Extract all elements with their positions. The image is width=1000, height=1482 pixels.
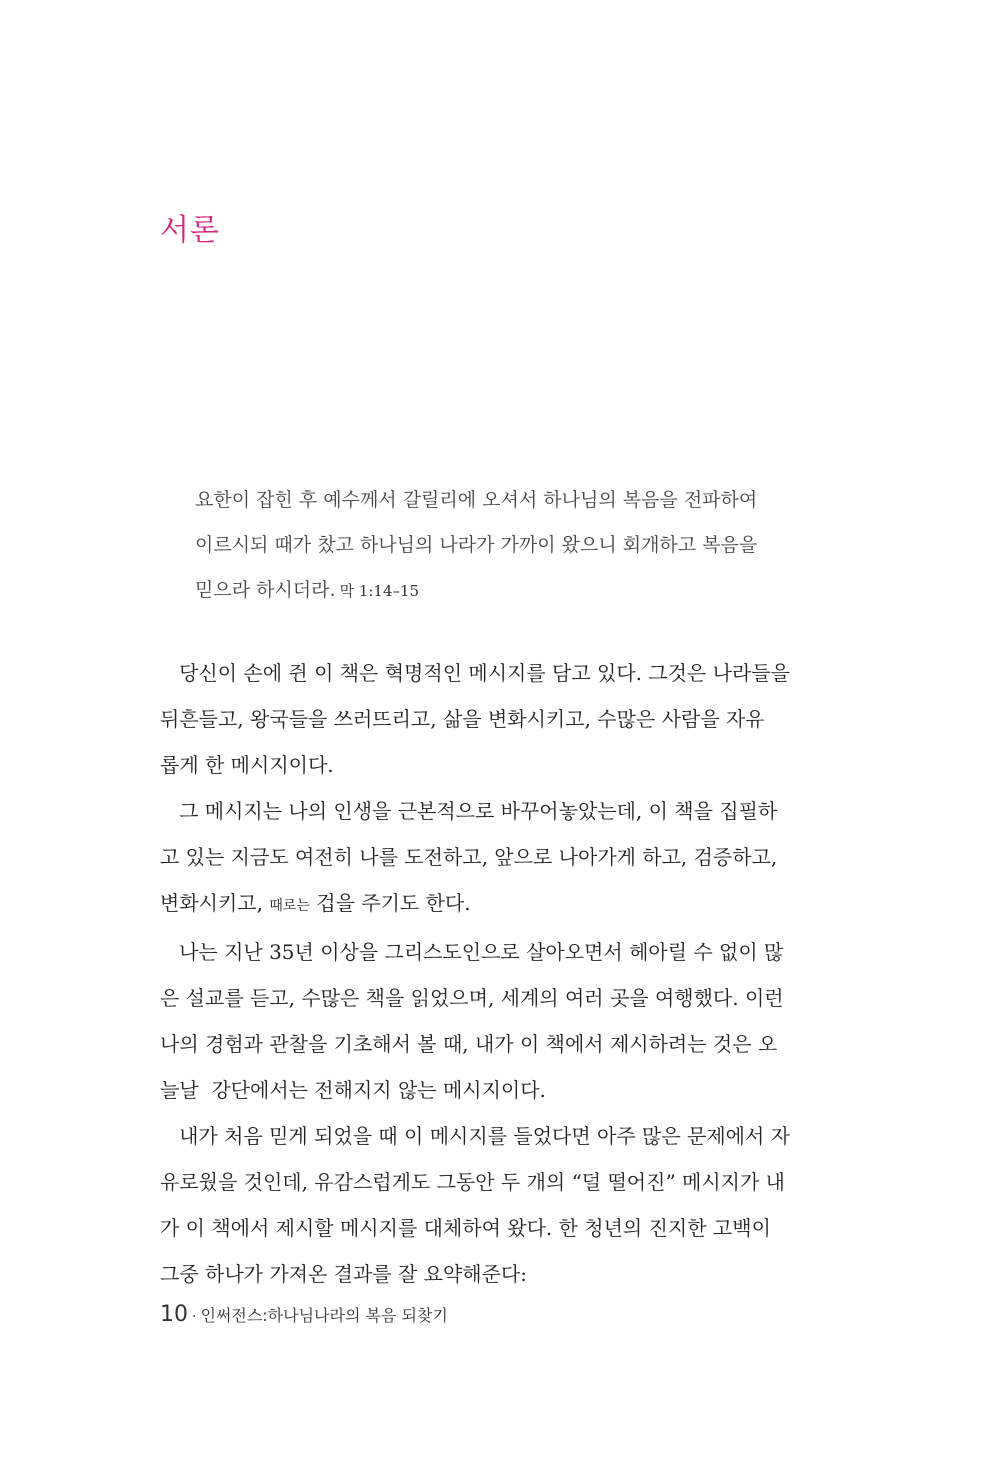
chapter-title: 서론 xyxy=(160,213,220,248)
body-line: 나는 지난 35년 이상을 그리스도인으로 살아오면서 헤아릴 수 없이 많 xyxy=(160,940,784,964)
book-title: 인써전스:하나님나라의 복음 되찾기 xyxy=(200,1306,448,1325)
body-line: 당신이 손에 쥔 이 책은 혁명적인 메시지를 담고 있다. 그것은 나라들을 xyxy=(160,661,790,685)
body-line: 유로웠을 것인데, 유감스럽게도 그동안 두 개의 “덜 떨어진” 메시지가 내 xyxy=(160,1170,785,1194)
scripture-reference: 막 1:14–15 xyxy=(339,582,420,600)
body-line xyxy=(160,880,780,929)
body-line: 롭게 한 메시지이다. xyxy=(160,753,334,777)
page-number: 10 xyxy=(160,1302,188,1327)
epigraph-line-text: 믿으라 하시더라. xyxy=(195,579,336,601)
epigraph-line: 요한이 잡힌 후 예수께서 갈릴리에 오셔서 하나님의 복음을 전파하여 xyxy=(195,489,758,511)
body-line: 고 있는 지금도 여전히 나를 도전하고, 앞으로 나아가게 하고, 검증하고, xyxy=(160,845,778,869)
body-line: 그중 하나가 가져온 결과를 잘 요약해준다: xyxy=(160,1262,527,1286)
body-line: 가 이 책에서 제시할 메시지를 대체하여 왔다. 한 청년의 진지한 고백이 xyxy=(160,1216,771,1240)
body-line: 은 설교를 듣고, 수많은 책을 읽었으며, 세계의 여러 곳을 여행했다. 이런 xyxy=(160,986,784,1010)
body-line: 나의 경험과 관찰을 기초해서 볼 때, 내가 이 책에서 제시하려는 것은 오 xyxy=(160,1032,778,1056)
body-small-text: 때로는 xyxy=(269,898,310,914)
epigraph-quote xyxy=(195,478,795,614)
page-footer xyxy=(160,1302,448,1327)
body-line-text: 겁을 주기도 한다. xyxy=(309,891,471,915)
body-line: 그 메시지는 나의 인생을 근본적으로 바꾸어놓았는데, 이 책을 집필하 xyxy=(160,799,778,823)
body-line: 뒤흔들고, 왕국들을 쓰러뜨리고, 삶을 변화시키고, 수많은 사람을 자유 xyxy=(160,707,765,731)
epigraph-line: 이르시되 때가 찼고 하나님의 나라가 가까이 왔으니 회개하고 복음을 xyxy=(195,534,758,556)
body-line-text: 변화시키고, xyxy=(160,891,270,915)
epigraph-line xyxy=(195,568,795,614)
footer-separator: · xyxy=(192,1309,197,1325)
body-text xyxy=(160,650,790,1297)
body-line: 늘날 강단에서는 전해지지 않는 메시지이다. xyxy=(160,1078,546,1102)
body-line: 내가 처음 믿게 되었을 때 이 메시지를 들었다면 아주 많은 문제에서 자 xyxy=(160,1124,790,1148)
